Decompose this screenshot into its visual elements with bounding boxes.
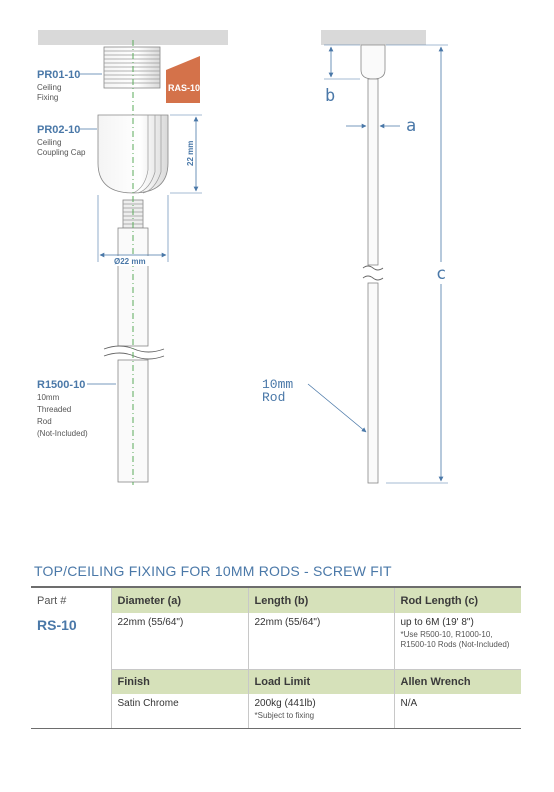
load-cell	[248, 694, 394, 729]
spec-row-1	[31, 613, 521, 670]
spec-header-row-1	[31, 587, 521, 613]
allen-wrench-header: Allen Wrench	[394, 670, 521, 695]
height-dimension	[170, 115, 202, 193]
pr02-desc2: Coupling Cap	[37, 148, 86, 157]
rod-label-line1: 10mm	[262, 377, 294, 392]
spec-title: TOP/CEILING FIXING FOR 10MM RODS - SCREW FIT	[34, 563, 392, 579]
blank-cell-2	[31, 694, 111, 729]
rod-length-note1: *Use R500-10, R1000-10,	[400, 630, 493, 639]
ceiling-right	[321, 30, 426, 45]
rod-length-cell	[394, 613, 521, 670]
r1500-desc3: Rod	[37, 417, 52, 426]
pr02-label-group	[37, 124, 97, 157]
rod-length-header: Rod Length (c)	[394, 587, 521, 613]
r1500-desc2: Threaded	[37, 405, 72, 414]
ras-badge	[166, 56, 200, 103]
blank-cell	[31, 670, 111, 695]
diameter-value: 22mm (55/64")	[111, 613, 248, 670]
rod-callout	[262, 377, 366, 432]
part-value: RS-10	[37, 617, 77, 633]
length-header: Length (b)	[248, 587, 394, 613]
pr02-code: PR02-10	[37, 124, 81, 136]
spec-section	[31, 563, 521, 729]
ras-label: RAS-10	[168, 83, 201, 93]
dim-b-label: b	[325, 86, 336, 106]
load-value: 200kg (441lb)	[254, 698, 316, 709]
spec-header-row-2	[31, 670, 521, 695]
dimension-c	[386, 45, 450, 483]
part-header: Part #	[31, 587, 111, 613]
rod-label-group	[37, 379, 116, 438]
finish-header: Finish	[111, 670, 248, 695]
assembled-rod	[368, 79, 378, 483]
load-limit-header: Load Limit	[248, 670, 394, 695]
finish-value: Satin Chrome	[111, 694, 248, 729]
rod-label-line2: Rod	[262, 390, 286, 405]
diameter-header: Diameter (a)	[111, 587, 248, 613]
r1500-code: R1500-10	[37, 379, 86, 391]
r1500-desc1: 10mm	[37, 393, 60, 402]
wrench-value: N/A	[394, 694, 521, 729]
pr01-desc2: Fixing	[37, 93, 59, 102]
break-mark-left	[104, 346, 164, 359]
dimension-a	[346, 116, 416, 136]
rod-length-note2: R1500-10 Rods (Not-Included)	[400, 640, 510, 649]
pr01-desc1: Ceiling	[37, 83, 62, 92]
spec-table	[31, 586, 521, 729]
pr01-code: PR01-10	[37, 69, 81, 81]
dim-a-label: a	[406, 116, 417, 136]
rod-length-value: up to 6M (19' 8")	[400, 617, 474, 628]
length-value: 22mm (55/64")	[248, 613, 394, 670]
diameter-dim-label: Ø22 mm	[114, 257, 146, 266]
ceiling-fixing-part	[104, 47, 160, 88]
pr01-label-group	[37, 69, 102, 102]
dim-c-label: c	[436, 264, 447, 284]
spec-row-2	[31, 694, 521, 729]
height-dim-label: 22 mm	[186, 140, 195, 166]
dimension-b	[324, 45, 360, 106]
assembled-cap	[361, 45, 385, 79]
part-value-cell	[31, 613, 111, 670]
pr02-desc1: Ceiling	[37, 138, 62, 147]
load-note: *Subject to fixing	[254, 711, 315, 720]
break-mark-right	[363, 266, 383, 280]
r1500-desc4: (Not-Included)	[37, 429, 88, 438]
